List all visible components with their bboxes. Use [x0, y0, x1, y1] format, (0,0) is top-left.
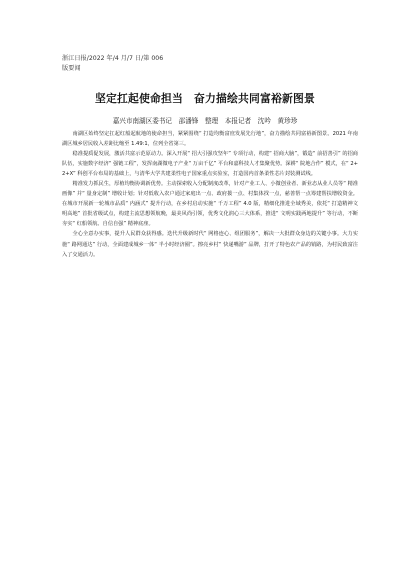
article-title: 坚定扛起使命担当 奋力描绘共同富裕新图景	[95, 92, 315, 105]
publication-source: 浙江日报/2022 年/4 月/7 日/第 006	[62, 55, 164, 62]
article-paragraph: 稳准提质促发展，激活共富示范原动力。深入开展“ 招大引强攻坚年” 专项行动，构建“ 招商大脑”，锻造“ 前招善引” 的招商队伍，实施数字经济“ 强链工程”，发挥南湖微电子产业“ 万亩千亿” 平台和嘉科技人才集聚优势。深耕“ 院地合作” 模式，在“ 2+2+X” 科创平台布局的基础上，与清华大学共建柔性电子国家重点实验室，打造国内首条柔性芯片封装测试线。	[62, 151, 358, 178]
article-paragraph: 精准发力抓民生，厚植均衡协调新优势。主动探索收入分配制度改革，针对产业工人、小微创业者、新业态从业人员等“ 精准画像” 并“ 量身定制” 增收计划；针对低收入农户通过家庭出一点、政府拨一点、村集体找一点，慈善帮一点筹建帮扶增收资金。在城市开展新一轮城市品质“ 内涵式” 提升行动，在乡村启动实施“ 千万工程” 4.0 版，精细化推进全域秀美，依托“ 打造精神文明高地” 首批省级试点，构建主流思想领航晚，最美风尚引领，优秀文化润心三大体系，推进“ 文明实践两地提升” 等行动，不断夯实“ 红船领航、自信自强” 精神底座。	[62, 181, 358, 228]
publication-section: 版要闻	[62, 65, 81, 72]
article-paragraph: 南湖区始终坚定扛起红船起航地的使命担当，紧紧围绕“ 打造均衡富庶发展先行地”，奋力描绘共同富裕新图景。2021 年南湖区城乡居民收入差距比缩至 1.49:1，位列全省第三。	[62, 131, 358, 148]
article-paragraph: 全心全意办实事，提升人民群众获得感。迭代升级新时代“ 网格连心、组团服务”，解决一大批群众身边的关键小事。大力实施“ 路网通达” 行动，全面建成城乡一体“ 半小时经济圈”。擦亮乡村“ 快递嘴游” 品牌，打开了特色农产品的销路，为村民致富注入了交通活力。	[62, 231, 358, 258]
article-byline: 嘉兴市南湖区委书记 邵潘锋 整理 本报记者 沈吟 黄珍珍	[112, 117, 298, 125]
article-body	[62, 129, 358, 260]
publication-meta	[62, 54, 163, 74]
